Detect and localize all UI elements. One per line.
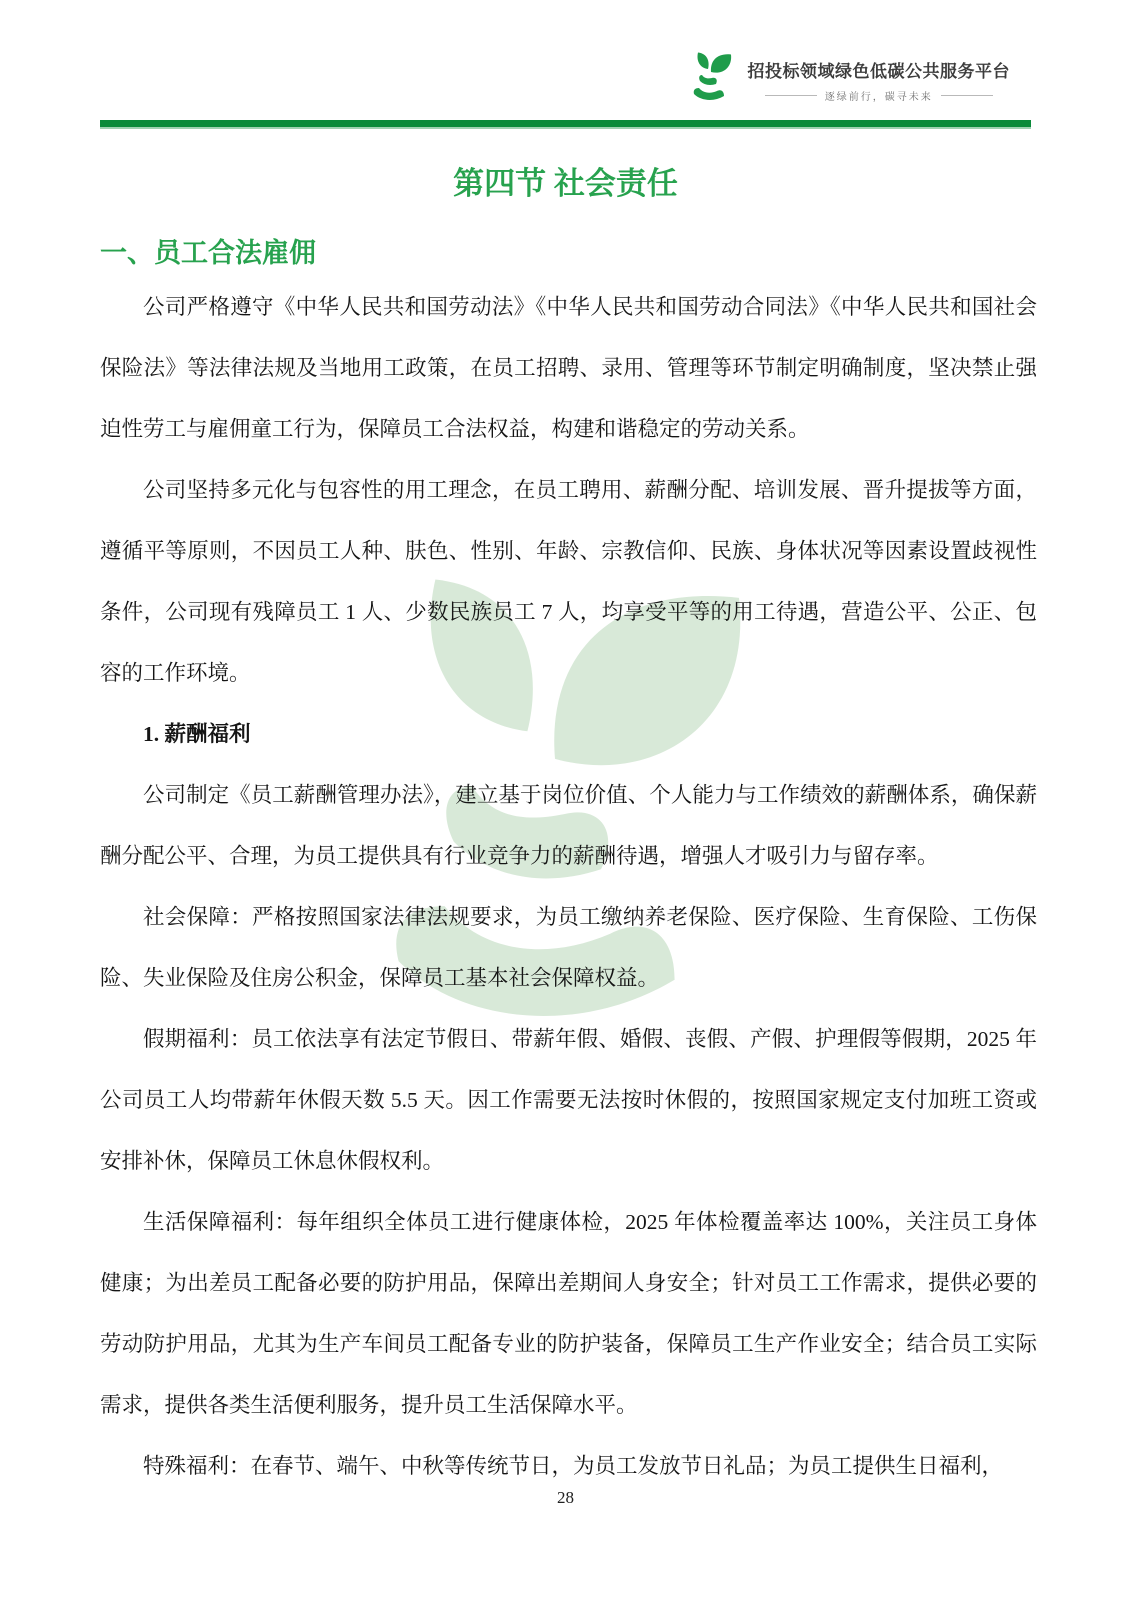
paragraph-diversity-inclusion: 公司坚持多元化与包容性的用工理念，在员工聘用、薪酬分配、培训发展、晋升提拔等方面，遵循平等原则，不因员工人种、肤色、性别、年龄、宗教信仰、民族、身体状况等因素设置歧视性条件，公司现有残障员工 1 人、少数民族员工 7 人，均享受平等的用工待遇，营造公平、公正、包容的工作环境。 [100,478,1037,685]
paragraph-special-benefits: 特殊福利：在春节、端午、中秋等传统节日，为员工发放节日礼品；为员工提供生日福利， [143,1454,1004,1478]
paragraph-social-insurance: 社会保障：严格按照国家法律法规要求，为员工缴纳养老保险、医疗保险、生育保险、工伤保险、失业保险及住房公积金，保障员工基本社会保障权益。 [100,905,1037,990]
paragraph-legal-employment: 公司严格遵守《中华人民共和国劳动法》《中华人民共和国劳动合同法》《中华人民共和国社会保险法》等法律法规及当地用工政策，在员工招聘、录用、管理等环节制定明确制度，坚决禁止强迫性劳工与雇佣童工行为，保障员工合法权益，构建和谐稳定的劳动关系。 [100,295,1037,441]
tagline-right-rule [941,95,993,96]
body-text [100,277,1037,1497]
brand-text-block [748,57,1011,103]
tagline-left-rule [765,95,817,96]
subsection-heading-compensation-benefits: 1. 薪酬福利 [143,722,251,746]
sprout-leaf-logo-icon [684,50,738,110]
brand-block [0,50,1010,110]
page-header [0,0,1131,129]
page-number: 28 [557,1488,574,1507]
header-divider-bar [100,120,1031,129]
section-heading: 一、员工合法雇佣 [100,238,316,268]
document-content [0,163,1131,1497]
page-title: 第四节 社会责任 [453,166,678,201]
brand-tagline: 逐绿前行，碳寻未来 [824,92,933,103]
brand-tagline-row [748,88,1011,103]
paragraph-life-security-benefits: 生活保障福利：每年组织全体员工进行健康体检，2025 年体检覆盖率达 100%，关注员工身体健康；为出差员工配备必要的防护用品，保障出差期间人身安全；针对员工工作需求，提供必要的劳动防护用品，尤其为生产车间员工配备专业的防护装备，保障员工生产作业安全；结合员工实际需求，提供各类生活便利服务，提升员工生活保障水平。 [100,1210,1037,1417]
brand-title: 招投标领域绿色低碳公共服务平台 [747,62,1010,81]
paragraph-salary-system: 公司制定《员工薪酬管理办法》，建立基于岗位价值、个人能力与工作绩效的薪酬体系，确保薪酬分配公平、合理，为员工提供具有行业竞争力的薪酬待遇，增强人才吸引力与留存率。 [100,783,1037,868]
paragraph-holiday-benefits: 假期福利：员工依法享有法定节假日、带薪年假、婚假、丧假、产假、护理假等假期，2025 年公司员工人均带薪年休假天数 5.5 天。因工作需要无法按时休假的，按照国家规定支付加班工资或安排补休，保障员工休息休假权利。 [100,1027,1037,1173]
